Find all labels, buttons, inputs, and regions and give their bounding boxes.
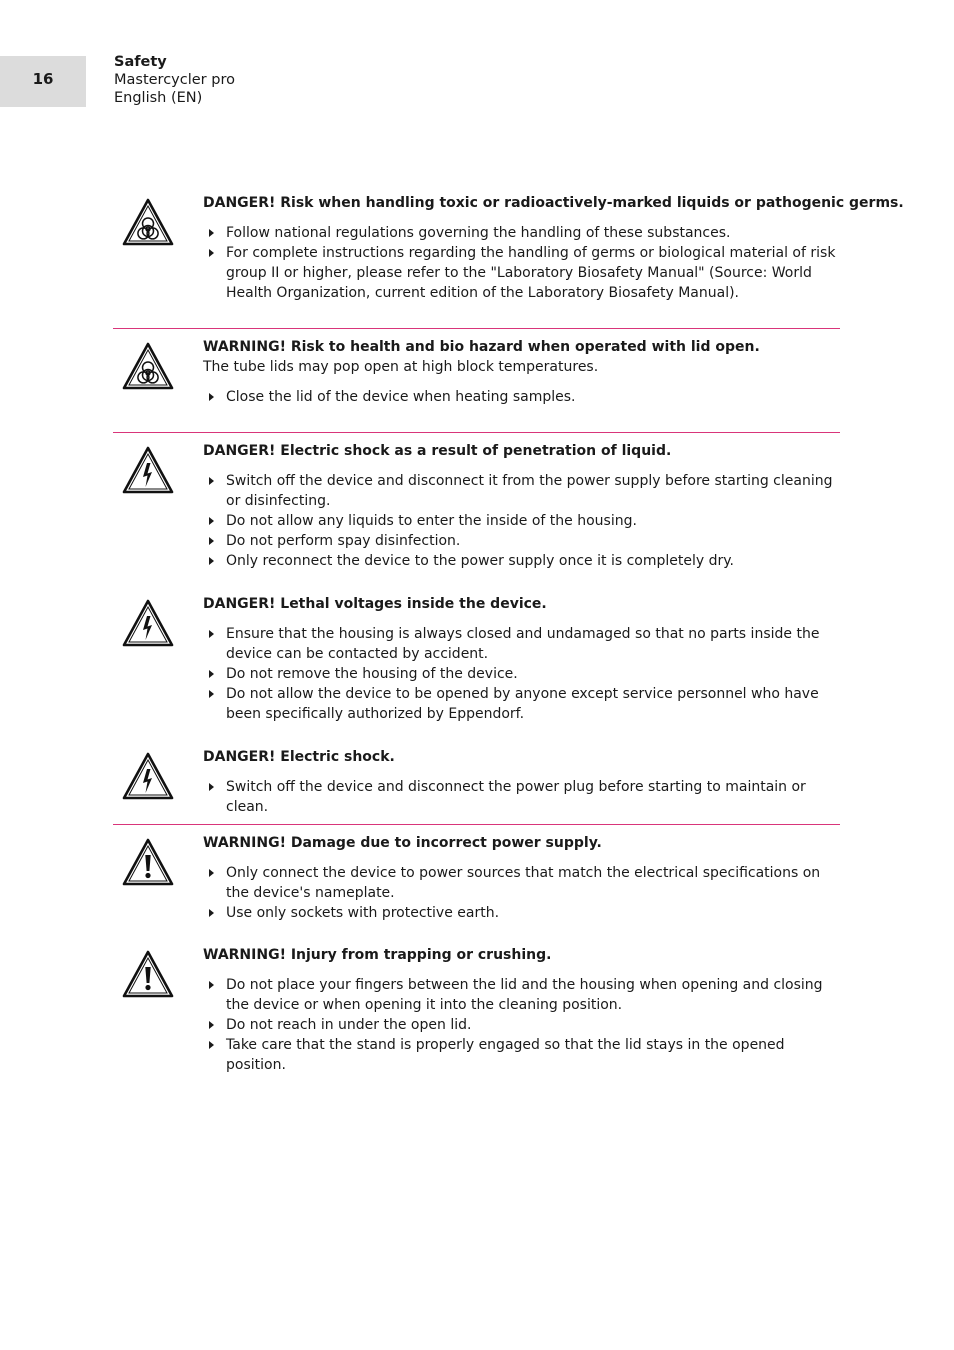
- bullet-arrow-icon: [209, 1041, 214, 1049]
- section-divider: [113, 328, 840, 329]
- list-item: Close the lid of the device when heating samples.: [203, 387, 840, 407]
- electric-shock-icon: [122, 599, 174, 647]
- notice-title: DANGER! Risk when handling toxic or radioactively-marked liquids or pathogenic germs.: [203, 195, 904, 211]
- notice-instructions: [203, 863, 840, 923]
- section-divider: [113, 824, 840, 825]
- bullet-arrow-icon: [209, 690, 214, 698]
- notice-title: WARNING! Risk to health and bio hazard when operated with lid open.: [203, 339, 760, 355]
- list-item: Switch off the device and disconnect the power plug before starting to maintain or clean.: [203, 777, 840, 817]
- list-item: Do not perform spay disinfection.: [203, 531, 840, 551]
- bullet-arrow-icon: [209, 869, 214, 877]
- bullet-arrow-icon: [209, 477, 214, 485]
- list-item: Do not allow any liquids to enter the inside of the housing.: [203, 511, 840, 531]
- notice-title: WARNING! Damage due to incorrect power supply.: [203, 835, 602, 851]
- notice-instructions: [203, 387, 840, 407]
- bullet-arrow-icon: [209, 670, 214, 678]
- section-title: Safety: [114, 54, 167, 70]
- bullet-arrow-icon: [209, 630, 214, 638]
- bullet-arrow-icon: [209, 249, 214, 257]
- list-item: Take care that the stand is properly engaged so that the lid stays in the opened position.: [203, 1035, 840, 1075]
- language-label: English (EN): [114, 90, 203, 106]
- list-item: Switch off the device and disconnect it from the power supply before starting cleaning or disinfecting.: [203, 471, 840, 511]
- notice-description: The tube lids may pop open at high block temperatures.: [203, 359, 599, 375]
- list-item: Only reconnect the device to the power supply once it is completely dry.: [203, 551, 840, 571]
- bullet-arrow-icon: [209, 783, 214, 791]
- bullet-arrow-icon: [209, 517, 214, 525]
- page-number: 16: [32, 70, 54, 88]
- list-item: Use only sockets with protective earth.: [203, 903, 840, 923]
- biohazard-icon: [122, 342, 174, 390]
- section-divider: [113, 432, 840, 433]
- bullet-arrow-icon: [209, 229, 214, 237]
- list-item: Do not place your fingers between the lid and the housing when opening and closing the device or when opening it into the cleaning position.: [203, 975, 840, 1015]
- notice-instructions: [203, 223, 840, 303]
- list-item: Ensure that the housing is always closed and undamaged so that no parts inside the device can be contacted by accident.: [203, 624, 840, 664]
- biohazard-icon: [122, 198, 174, 246]
- notice-instructions: [203, 777, 840, 817]
- running-header: [114, 53, 235, 107]
- list-item: Follow national regulations governing the handling of these substances.: [203, 223, 840, 243]
- list-item: Do not allow the device to be opened by anyone except service personnel who have been specifically authorized by Eppendorf.: [203, 684, 840, 724]
- exclamation-warning-icon: [122, 950, 174, 998]
- bullet-arrow-icon: [209, 557, 214, 565]
- notice-instructions: [203, 471, 840, 571]
- list-item: Do not remove the housing of the device.: [203, 664, 840, 684]
- list-item: For complete instructions regarding the handling of germs or biological material of risk group II or higher, please refer to the "Laboratory Biosafety Manual" (Source: World Health Organization, current edition of the Laboratory Biosafety Manual).: [203, 243, 840, 303]
- bullet-arrow-icon: [209, 1021, 214, 1029]
- electric-shock-icon: [122, 446, 174, 494]
- notice-title: DANGER! Electric shock.: [203, 749, 395, 765]
- bullet-arrow-icon: [209, 393, 214, 401]
- notice-title: WARNING! Injury from trapping or crushing.: [203, 947, 552, 963]
- notice-instructions: [203, 624, 840, 724]
- notice-title: DANGER! Lethal voltages inside the device.: [203, 596, 547, 612]
- bullet-arrow-icon: [209, 537, 214, 545]
- bullet-arrow-icon: [209, 909, 214, 917]
- list-item: Only connect the device to power sources that match the electrical specifications on the device's nameplate.: [203, 863, 840, 903]
- bullet-arrow-icon: [209, 981, 214, 989]
- electric-shock-icon: [122, 752, 174, 800]
- list-item: Do not reach in under the open lid.: [203, 1015, 840, 1035]
- exclamation-warning-icon: [122, 838, 174, 886]
- notice-title: DANGER! Electric shock as a result of penetration of liquid.: [203, 443, 672, 459]
- notice-instructions: [203, 975, 840, 1075]
- product-name: Mastercycler pro: [114, 72, 235, 88]
